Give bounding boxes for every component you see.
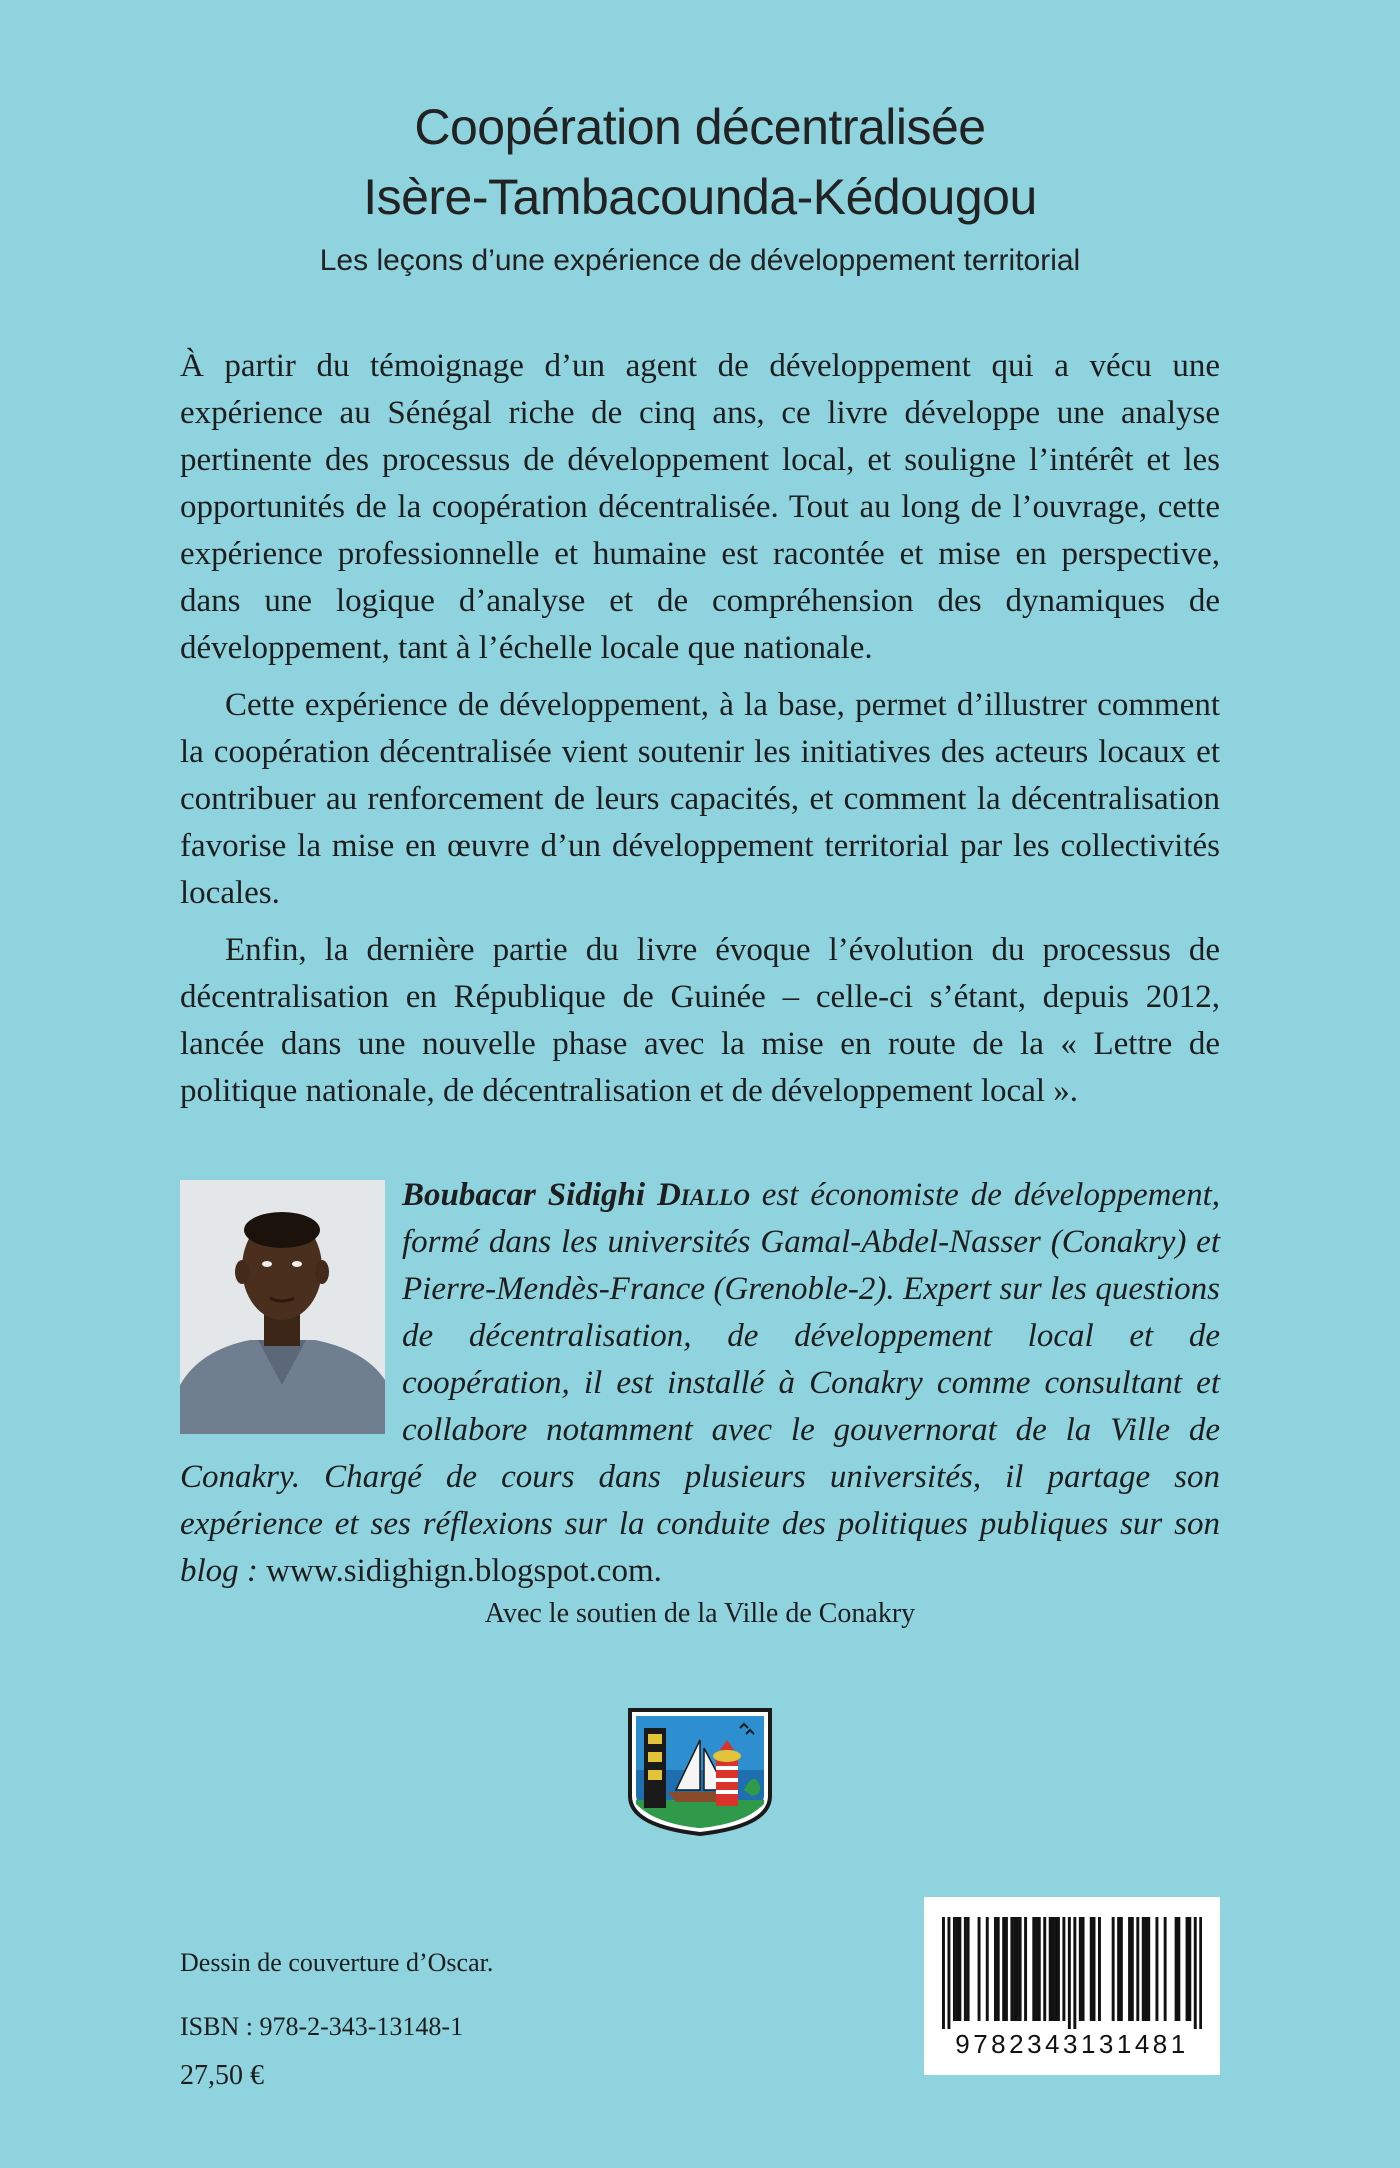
author-name — [402, 1177, 750, 1213]
barcode-bar — [1120, 1917, 1123, 2021]
barcode-bar — [986, 1917, 989, 2021]
barcode-bar — [1073, 1917, 1076, 2029]
author-first-names: Boubacar Sidighi — [402, 1177, 646, 1213]
price: 27,50 € — [180, 2060, 264, 2091]
barcode-bar — [1082, 1917, 1085, 2021]
barcode-bar — [1024, 1917, 1027, 2021]
barcode-bar — [947, 1917, 950, 2029]
author-last-name: Diallo — [656, 1177, 750, 1213]
barcode-bar — [1145, 1917, 1148, 2021]
barcode-bar — [1112, 1917, 1115, 2021]
barcode-bar — [1005, 1917, 1008, 2021]
barcode-bar — [1142, 1917, 1145, 2021]
city-emblem-icon — [624, 1700, 776, 1836]
barcode-bar — [1131, 1917, 1134, 2021]
cover-art-credit: Dessin de couverture d’Oscar. — [180, 1948, 494, 1977]
barcode-bar — [1010, 1917, 1013, 2021]
author-bio-text: est économiste de développement, formé dans les universités Gamal-Abdel-Nasser (Conakry) et Pierre-Mendès-France (Grenoble-2). Expert sur les questions de décentralisation, de développement local et de coopération, il est installé à Conakry comme consultant et collabore notamment avec le gouvernorat de la Ville de Conakry. Chargé de cours dans plusieurs universités, il partage son expérience et ses réflexions sur la conduite des politiques publiques sur son blog : — [180, 1177, 1220, 1589]
barcode-bar — [1093, 1917, 1096, 2021]
barcode-bar — [967, 1917, 970, 2021]
ville-de-conakry-logo — [624, 1700, 776, 1836]
barcode-digits: 9782343131481 — [955, 2029, 1189, 2059]
book-title — [0, 92, 1400, 232]
title-line-1: Coopération décentralisée — [414, 99, 986, 155]
blurb-text — [180, 343, 1220, 1125]
barcode-bar — [956, 1917, 959, 2021]
blurb-paragraph-1: À partir du témoignage d’un agent de développement qui a vécu une expérience au Sénégal riche de cinq ans, ce livre développe une analyse pertinente des processus de développement local, et souligne l’intérêt et les opportunités de la coopération décentralisée. Tout au long de l’ouvrage, cette expérience professionnelle et humaine est racontée et mise en perspective, dans une logique d’analyse et de compréhension des dynamiques de développement, tant à l’échelle locale que nationale. — [180, 348, 1220, 666]
barcode-bar — [1147, 1917, 1150, 2021]
barcode-bar — [994, 1917, 997, 2021]
barcode-bar — [1098, 1917, 1101, 2021]
barcode-bar — [1038, 1917, 1041, 2021]
blurb-paragraph-3: Enfin, la dernière partie du livre évoque l’évolution du processus de décentralisation en République de Guinée – celle-ci s’étant, depuis 2012, lancée dans une nouvelle phase avec la mise en route de la « Lettre de politique nationale, de décentralisation et de développement local ». — [180, 932, 1220, 1109]
author-blog-url: www.sidighign.blogspot.com. — [266, 1553, 662, 1589]
barcode-bar — [1002, 1917, 1005, 2021]
support-line: Avec le soutien de la Ville de Conakry — [484, 1598, 916, 1629]
barcode-bar — [1186, 1917, 1189, 2021]
barcode-bar — [1079, 1917, 1082, 2021]
barcode-bar — [958, 1917, 961, 2021]
blurb-paragraph-2: Cette expérience de développement, à la base, permet d’illustrer comment la coopération décentralisée vient soutenir les initiatives des acteurs locaux et contribuer au renforcement de leurs capacités, et comment la décentralisation favorise la mise en œuvre d’un développement territorial par les collectivités locales. — [180, 687, 1220, 911]
isbn: ISBN : 978-2-343-13148-1 — [180, 2012, 464, 2041]
barcode-bar — [1057, 1917, 1060, 2021]
barcode-bar — [1051, 1917, 1054, 2021]
barcode-bar — [1068, 1917, 1071, 2029]
book-subtitle: Les leçons d’une expérience de développement territorial — [319, 244, 1081, 277]
barcode-bar — [1019, 1917, 1022, 2021]
barcode-bar — [978, 1917, 981, 2021]
barcode-bar — [1155, 1917, 1158, 2021]
barcode-bar — [997, 1917, 1000, 2021]
barcode-bar — [1175, 1917, 1178, 2021]
barcode-bar — [1054, 1917, 1057, 2021]
barcode-bar — [1136, 1917, 1139, 2021]
title-line-2: Isère-Tambacounda-Kédougou — [363, 169, 1037, 225]
barcode-bar — [1194, 1917, 1197, 2029]
photo-spacer — [180, 1172, 402, 1440]
barcode-bar — [1128, 1917, 1131, 2021]
author-bio — [180, 1172, 1220, 1595]
barcode-bar — [1049, 1917, 1052, 2021]
barcode-bar — [1188, 1917, 1191, 2021]
barcode-bar — [1177, 1917, 1180, 2021]
barcode-bar — [1090, 1917, 1093, 2021]
barcode-bars — [942, 1917, 1202, 2029]
barcode-bar — [1062, 1917, 1065, 2021]
barcode-bar — [1035, 1917, 1038, 2021]
barcode-bar — [1013, 1917, 1016, 2021]
barcode-bar — [1016, 1917, 1019, 2021]
barcode-bar — [964, 1917, 967, 2021]
barcode — [924, 1897, 1220, 2075]
barcode-bar — [1032, 1917, 1035, 2021]
barcode-bar — [1043, 1917, 1046, 2021]
barcode-bar — [953, 1917, 956, 2021]
barcode-bar — [1199, 1917, 1202, 2029]
barcode-bar — [1164, 1917, 1167, 2021]
barcode-bar — [942, 1917, 945, 2029]
barcode-bar — [1117, 1917, 1120, 2021]
